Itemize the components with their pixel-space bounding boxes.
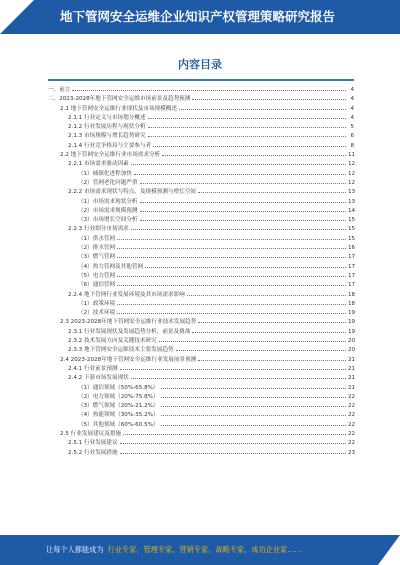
- toc-entry-label: （2）电力领域（20%-75.8%）: [78, 393, 159, 400]
- toc-entry-page: 21: [348, 375, 356, 382]
- toc-entry[interactable]: [48, 160, 354, 169]
- toc-entry-page: 18: [348, 291, 356, 298]
- toc-leader-dots: [145, 267, 346, 268]
- toc-entry[interactable]: [48, 235, 354, 244]
- toc-entry[interactable]: [48, 105, 354, 114]
- toc-entry[interactable]: [48, 179, 354, 188]
- table-of-contents: [48, 86, 354, 458]
- toc-entry[interactable]: [48, 439, 354, 448]
- toc-entry-label: 2.1.2 行业发展历程与现状分析: [68, 124, 146, 131]
- toc-leader-dots: [161, 425, 346, 426]
- toc-leader-dots: [120, 453, 346, 454]
- toc-entry-page: 22: [348, 393, 356, 400]
- toc-entry-label: 2.2.3 行业细分市场需求: [68, 226, 129, 233]
- toc-entry[interactable]: [48, 300, 354, 309]
- footer-lead: 让每个人都能成为: [46, 545, 104, 554]
- toc-leader-dots: [117, 276, 346, 277]
- toc-entry[interactable]: [48, 449, 354, 458]
- toc-leader-dots: [161, 415, 346, 416]
- page-footer: [0, 535, 400, 565]
- toc-leader-dots: [161, 406, 346, 407]
- toc-entry[interactable]: [48, 430, 354, 439]
- header-corner-decoration: [0, 0, 34, 34]
- toc-entry-label: 2.1.1 行业定义与市场划分概述: [68, 114, 146, 121]
- toc-entry-page: 12: [348, 170, 356, 177]
- toc-leader-dots: [120, 369, 346, 370]
- toc-entry-page: 15: [348, 235, 356, 242]
- toc-divider: [48, 79, 354, 81]
- toc-entry-page: 16: [348, 245, 356, 252]
- toc-entry-label: 2.1 地下管网安全运维行业现状及市场规模概述: [60, 105, 177, 112]
- toc-leader-dots: [131, 164, 346, 165]
- toc-entry[interactable]: [48, 132, 354, 141]
- toc-leader-dots: [117, 248, 346, 249]
- toc-entry-label: 2.1.4 行业竞争格局与主要参与者: [68, 142, 152, 149]
- toc-entry[interactable]: [48, 272, 354, 281]
- toc-entry-page: 22: [348, 403, 356, 410]
- toc-entry-label: 2.3.1 行业发展现状及发展趋势分析，前景及挑战: [68, 328, 191, 335]
- toc-entry[interactable]: [48, 216, 354, 225]
- toc-leader-dots: [117, 285, 346, 286]
- toc-entry-page: 21: [348, 365, 356, 372]
- toc-leader-dots: [148, 118, 346, 119]
- toc-entry-label: （6）通信管网: [78, 282, 116, 289]
- toc-entry-label: （1）通信领域（50%-65.8%）: [78, 384, 159, 391]
- toc-entry-page: 19: [348, 319, 356, 326]
- toc-heading: 内容目录: [178, 58, 222, 71]
- toc-leader-dots: [192, 332, 346, 333]
- toc-leader-dots: [117, 304, 346, 305]
- toc-entry[interactable]: [48, 142, 354, 151]
- toc-entry-label: （3）燃气领域（20%-21.2%）: [78, 403, 159, 410]
- toc-entry[interactable]: [48, 86, 354, 95]
- toc-entry-page: 17: [348, 254, 356, 261]
- toc-leader-dots: [72, 90, 346, 91]
- toc-leader-dots: [153, 146, 346, 147]
- toc-entry-page: 15: [348, 226, 356, 233]
- toc-entry-page: 19: [348, 328, 356, 335]
- toc-entry-label: （1）政策环境: [78, 300, 116, 307]
- toc-entry[interactable]: [48, 337, 354, 346]
- toc-leader-dots: [198, 322, 346, 323]
- toc-entry-label: 2.3.2 技术发展方向及关键技术研究: [68, 338, 157, 345]
- toc-entry-page: 22: [348, 430, 356, 437]
- toc-leader-dots: [192, 99, 346, 100]
- toc-entry[interactable]: [48, 411, 354, 420]
- toc-entry-page: 23: [348, 449, 356, 456]
- toc-entry-page: 21: [348, 356, 356, 363]
- toc-leader-dots: [187, 295, 346, 296]
- toc-entry[interactable]: [48, 402, 354, 411]
- toc-entry[interactable]: [48, 374, 354, 383]
- toc-entry-label: 二、2023-2028年地下管网安全运维市场前景及趋势预测: [48, 96, 191, 103]
- toc-leader-dots: [120, 443, 346, 444]
- toc-entry-page: 20: [348, 347, 356, 354]
- toc-entry-label: （5）其他领域（60%-60.5%）: [78, 421, 159, 428]
- toc-entry-label: （4）热力管网及其他管网: [78, 263, 144, 270]
- toc-entry[interactable]: [48, 123, 354, 132]
- toc-entry[interactable]: [48, 318, 354, 327]
- toc-entry-label: 2.5.2 行业发展措施: [68, 449, 118, 456]
- toc-leader-dots: [198, 192, 346, 193]
- toc-entry-page: 22: [348, 412, 356, 419]
- footer-slogan: [46, 535, 306, 565]
- toc-entry-label: （3）燃气管网: [78, 254, 116, 261]
- toc-entry[interactable]: [48, 207, 354, 216]
- toc-entry-page: 22: [348, 421, 356, 428]
- toc-entry-page: 17: [348, 272, 356, 279]
- footer-roles: 行业专家、管理专家、营销专家、战略专家、成功企业家……: [107, 545, 302, 554]
- toc-entry-page: 13: [348, 198, 356, 205]
- toc-entry-label: 一、前言: [48, 87, 71, 93]
- toc-entry[interactable]: [48, 114, 354, 123]
- toc-entry-label: 2.2.2 市场需求现状与特点，及规模预测与增长空间: [68, 189, 196, 196]
- toc-leader-dots: [131, 229, 346, 230]
- toc-entry-label: 2.3 2023-2028年地下管网安全运维行业技术发展趋势: [60, 319, 197, 326]
- toc-entry-label: 2.2 地下管网安全运维行业市场需求分析: [60, 152, 161, 159]
- toc-entry-label: 2.1.3 市场规模与增长趋势研究: [68, 133, 146, 140]
- toc-entry-page: 8: [350, 142, 354, 149]
- toc-leader-dots: [148, 136, 346, 137]
- toc-leader-dots: [148, 127, 346, 128]
- toc-entry[interactable]: [48, 170, 354, 179]
- footer-corner-decoration: [378, 535, 400, 565]
- toc-leader-dots: [140, 202, 347, 203]
- toc-entry-label: 2.2.1 市场需求驱动因素: [68, 161, 129, 168]
- report-title: 地下管网安全运维企业知识产权管理策略研究报告: [60, 9, 336, 24]
- toc-entry-page: 5: [350, 124, 354, 131]
- toc-leader-dots: [117, 239, 346, 240]
- toc-entry-label: （3）市场增长空间分析: [78, 217, 138, 224]
- toc-entry-page: 6: [350, 133, 354, 140]
- toc-entry-page: 17: [348, 263, 356, 270]
- toc-entry[interactable]: [48, 384, 354, 393]
- toc-entry-page: 20: [348, 338, 356, 345]
- toc-entry-page: 12: [348, 161, 356, 168]
- toc-leader-dots: [179, 109, 346, 110]
- toc-entry[interactable]: [48, 253, 354, 262]
- toc-entry-label: 2.3.3 地下管网安全运维技术主要发展趋势: [68, 347, 174, 354]
- toc-entry-label: （2）市场需求规模预测: [78, 207, 138, 214]
- toc-leader-dots: [140, 211, 347, 212]
- toc-leader-dots: [134, 174, 346, 175]
- toc-entry-page: 17: [348, 282, 356, 289]
- toc-entry-label: （5）电力管网: [78, 272, 116, 279]
- toc-leader-dots: [162, 155, 346, 156]
- toc-entry-label: （1）市场需求现状分析: [78, 198, 138, 205]
- toc-entry-page: 14: [348, 207, 356, 214]
- toc-leader-dots: [161, 397, 346, 398]
- toc-entry-page: 15: [348, 217, 356, 224]
- toc-entry-page: 4: [350, 96, 354, 103]
- toc-entry-page: 13: [348, 189, 356, 196]
- toc-leader-dots: [123, 434, 346, 435]
- toc-entry[interactable]: [48, 365, 354, 374]
- toc-entry[interactable]: [48, 263, 354, 272]
- toc-leader-dots: [117, 257, 346, 258]
- toc-entry-page: 4: [350, 105, 354, 112]
- page-header: [0, 0, 400, 34]
- toc-entry[interactable]: [48, 309, 354, 318]
- toc-entry-label: 2.5.1 行业发展建议: [68, 440, 118, 447]
- toc-entry-label: 2.4 2023-2028年地下管网安全运维行业发展前景预测: [60, 356, 197, 363]
- toc-entry[interactable]: [48, 393, 354, 402]
- toc-entry-label: （1）供水管网: [78, 235, 116, 242]
- toc-entry[interactable]: [48, 188, 354, 197]
- toc-entry[interactable]: [48, 281, 354, 290]
- toc-entry[interactable]: [48, 95, 354, 104]
- toc-leader-dots: [161, 388, 346, 389]
- toc-leader-dots: [159, 341, 346, 342]
- toc-entry-label: （2）排水管网: [78, 245, 116, 252]
- toc-entry[interactable]: [48, 244, 354, 253]
- toc-entry-label: （4）热能领域（30%-35.2%）: [78, 412, 159, 419]
- toc-entry-label: 2.4.1 行业前景预测: [68, 365, 118, 372]
- toc-entry[interactable]: [48, 151, 354, 160]
- toc-entry-label: （2）管网老化问题严重: [78, 179, 138, 186]
- toc-leader-dots: [198, 360, 346, 361]
- toc-entry[interactable]: [48, 328, 354, 337]
- toc-leader-dots: [117, 313, 346, 314]
- toc-entry[interactable]: [48, 225, 354, 234]
- toc-entry-label: 2.4.2 下游市场发展现状: [68, 375, 129, 382]
- toc-entry-label: 2.2.4 地下管网行业发展环境及其市场需求影响: [68, 291, 185, 298]
- toc-leader-dots: [176, 350, 346, 351]
- toc-leader-dots: [140, 183, 347, 184]
- toc-entry-label: （1）城镇化进程加快: [78, 170, 132, 177]
- toc-entry-page: 22: [348, 440, 356, 447]
- toc-leader-dots: [131, 378, 346, 379]
- toc-entry-page: 4: [350, 114, 354, 121]
- toc-entry-page: 21: [348, 384, 356, 391]
- toc-entry-page: 12: [348, 179, 356, 186]
- toc-entry[interactable]: [48, 421, 354, 430]
- toc-entry-page: 11: [348, 152, 356, 159]
- toc-entry-label: 2.5 行业发展建议及措施: [60, 430, 122, 437]
- toc-entry[interactable]: [48, 291, 354, 300]
- toc-entry[interactable]: [48, 356, 354, 365]
- toc-entry-page: 18: [348, 300, 356, 307]
- toc-entry-page: 4: [350, 87, 354, 93]
- toc-entry[interactable]: [48, 346, 354, 355]
- toc-entry[interactable]: [48, 198, 354, 207]
- toc-entry-page: 19: [348, 310, 356, 317]
- toc-leader-dots: [140, 220, 347, 221]
- toc-entry-label: （2）技术环境: [78, 310, 116, 317]
